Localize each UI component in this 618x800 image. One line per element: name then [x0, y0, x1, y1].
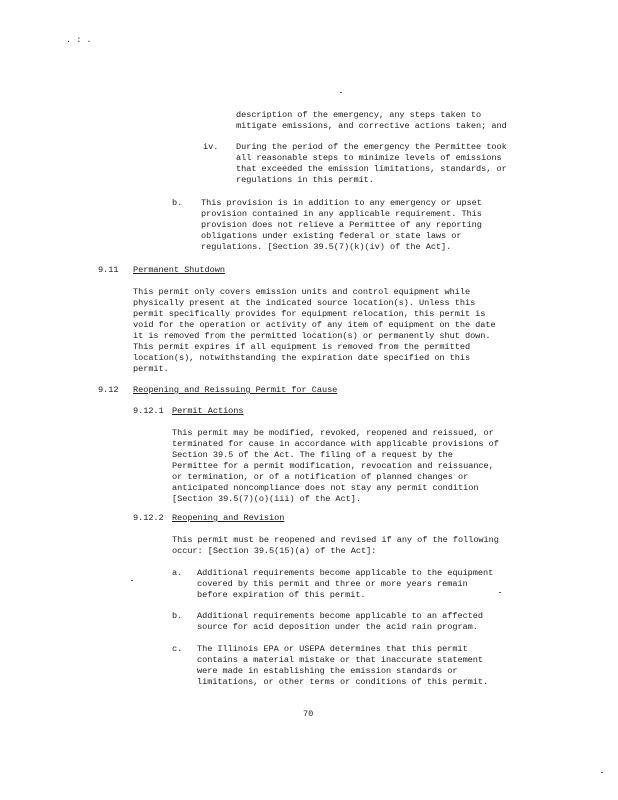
item-c-line-4: limitations, or other terms or conditions of this permit.	[197, 677, 489, 687]
item-b-line-1: This provision is in addition to any emergency or upset	[201, 198, 482, 208]
item-b-line-4: obligations under existing federal or state laws or	[201, 231, 462, 241]
item-a-line-3: before expiration of this permit.	[197, 590, 366, 600]
section-9-11-line-7: location(s), notwithstanding the expiration date specified on this	[133, 353, 471, 363]
section-9-12-2-number: 9.12.2	[133, 513, 164, 523]
item-c-line-2: contains a material mistake or that inaccurate statement	[197, 655, 483, 665]
section-9-11-line-8: permit.	[133, 364, 169, 374]
section-9-12-1-line-6: anticipated noncompliance does not stay any permit condition	[172, 483, 479, 493]
section-9-11-line-1: This permit only covers emission units and control equipment while	[133, 287, 471, 297]
item-b2-label: b.	[172, 611, 183, 621]
section-9-12-1-line-3: Section 39.5 of the Act. The filing of a request by the	[172, 450, 453, 460]
item-b2-line-2: source for acid deposition under the acid rain program.	[197, 622, 478, 632]
section-9-12-2-title: Reopening and Revision	[172, 513, 285, 523]
section-9-11-title: Permanent Shutdown	[133, 265, 225, 275]
item-a-line-2: covered by this permit and three or more years remain	[197, 579, 468, 589]
top-scan-marks: . : .	[66, 35, 92, 45]
fragment-line-2: mitigate emissions, and corrective actions taken; and	[236, 121, 507, 131]
item-c-line-1: The Illinois EPA or USEPA determines that this permit	[197, 644, 468, 654]
item-b-label: b.	[172, 198, 183, 208]
section-9-12-1-line-7: [Section 39.5(7)(o)(iii) of the Act].	[172, 494, 361, 504]
section-9-12-number: 9.12	[98, 385, 119, 395]
item-iv-line-2: all reasonable steps to minimize levels of emissions	[236, 153, 502, 163]
scan-speck	[131, 580, 133, 581]
item-b-line-5: regulations. [Section 39.5(7)(k)(iv) of the Act].	[201, 242, 452, 252]
section-9-12-2-line-1: This permit must be reopened and revised if any of the following	[172, 535, 499, 545]
scan-speck	[499, 592, 501, 593]
section-9-11-line-3: permit specifically provides for equipment relocation, this permit is	[133, 309, 486, 319]
section-9-11-line-4: void for the operation or activity of any item of equipment on the date	[133, 320, 496, 330]
section-9-11-line-2: physically present at the indicated source location(s). Unless this	[133, 298, 476, 308]
item-iv-line-1: During the period of the emergency the Permittee took	[236, 142, 507, 152]
item-b2-line-1: Additional requirements become applicable to an affected	[197, 611, 483, 621]
section-9-12-1-title: Permit Actions	[172, 406, 244, 416]
section-9-11-line-5: it is removed from the permitted location(s) or permanently shut down.	[133, 331, 491, 341]
fragment-line-1: description of the emergency, any steps taken to	[236, 110, 482, 120]
section-9-12-1-number: 9.12.1	[133, 406, 164, 416]
scan-speck	[340, 92, 342, 93]
section-9-12-2-line-2: occur: [Section 39.5(15)(a) of the Act]:	[172, 546, 377, 556]
section-9-12-1-line-4: Permittee for a permit modification, revocation and reissuance,	[172, 461, 494, 471]
section-9-12-title: Reopening and Reissuing Permit for Cause	[133, 385, 338, 395]
item-iv-line-4: regulations in this permit.	[236, 175, 374, 185]
item-b-line-2: provision contained in any applicable requirement. This	[201, 209, 482, 219]
item-c-line-3: were made in establishing the emission standards or	[197, 666, 458, 676]
section-9-12-1-line-5: or termination, or of a notification of planned changes or	[172, 472, 469, 482]
item-iv-line-3: that exceeded the emission limitations, standards, or	[236, 164, 507, 174]
section-9-11-number: 9.11	[98, 265, 119, 275]
item-a-line-1: Additional requirements become applicable to the equipment	[197, 568, 494, 578]
item-b-line-3: provision does not relieve a Permittee of any reporting	[201, 220, 482, 230]
item-iv-label: iv.	[203, 142, 219, 152]
item-c-label: c.	[172, 644, 183, 654]
section-9-12-1-line-2: terminated for cause in accordance with applicable provisions of	[172, 439, 499, 449]
section-9-11-line-6: This permit expires if all equipment is removed from the permitted	[133, 342, 471, 352]
section-9-12-1-line-1: This permit may be modified, revoked, reopened and reissued, or	[172, 428, 494, 438]
scan-speck	[601, 772, 603, 773]
item-a-label: a.	[172, 568, 183, 578]
page-number: 70	[303, 709, 314, 719]
